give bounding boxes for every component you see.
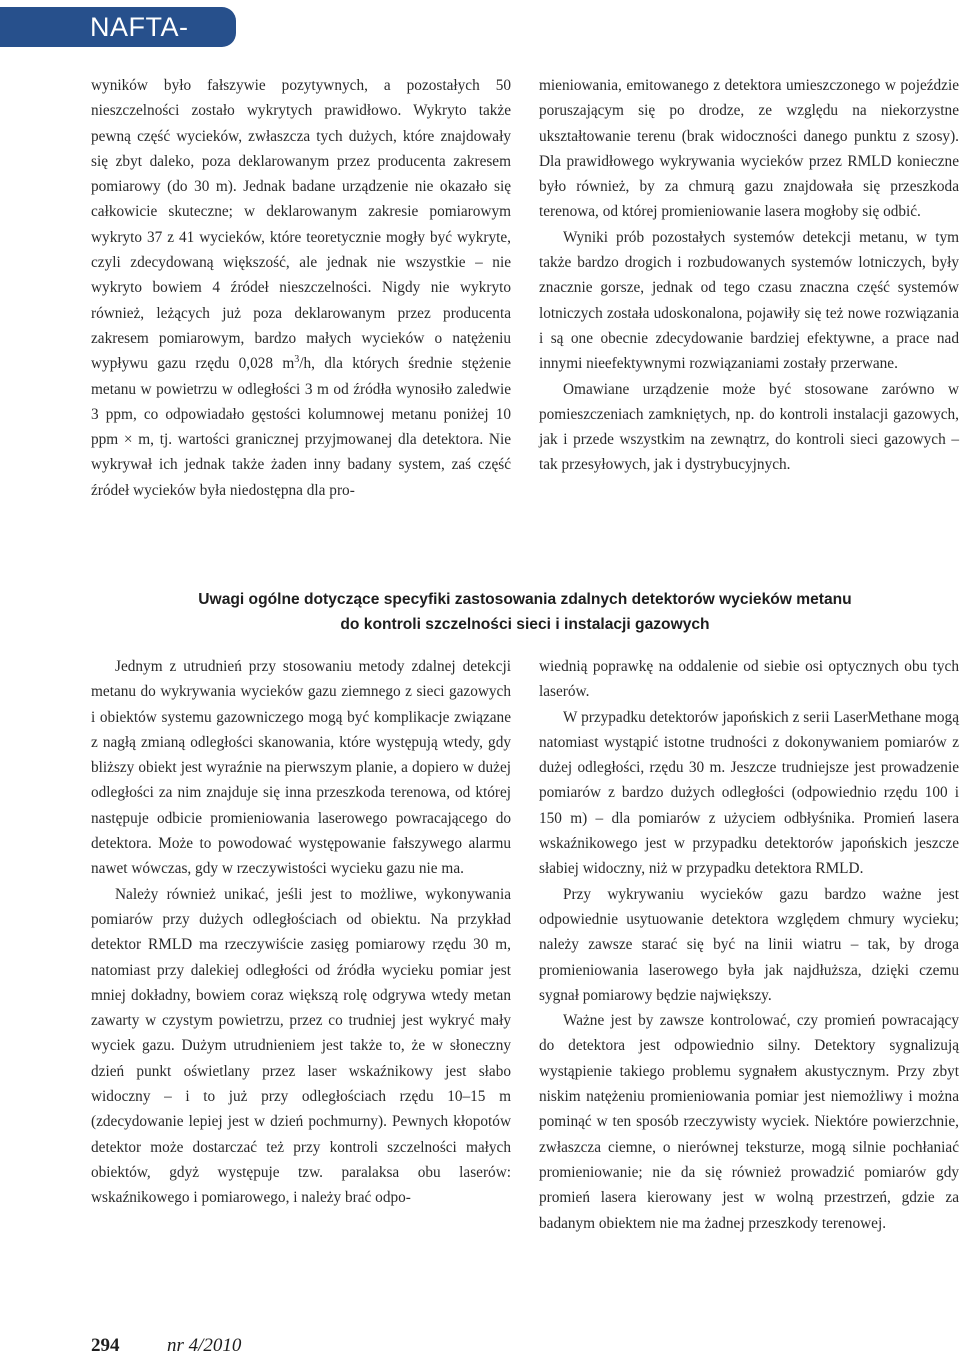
paragraph: Jednym z utrudnień przy stosowaniu metody zdalnej detekcji metanu do wykrywania wycieków gazu ziemnego z sieci gazowych i obiektów systemu gazowniczego mogą być komplikacje związane z nagłą zmianą odległości skanowania, które występują wtedy, gdy bliższy obiekt jest wyraźnie na pierwszym planie, a dopiero w dużej odległości za nim znajduje się inna przeszkoda terenowa, od której następuje odbicie promieniowania laserowego powracającego do detektora. Może to powodować występowanie fałszywego alarmu nawet wówczas, gdy w rzeczywistości wycieku gazu nie ma. xyxy=(91,658,511,878)
journal-title: NAFTA-GAZ xyxy=(90,12,189,82)
section-heading-line: Uwagi ogólne dotyczące specyfiki zastosowania zdalnych detektorów wycieków metanu xyxy=(198,591,852,608)
paragraph-text: wyników było fałszywie pozytywnych, a pozostałych 50 nieszczelności zostało wykrytych prawidłowo. Wykryto także pewną część wycieków, zwłaszcza tych dużych, które znajdowały się zbyt daleko, poza deklarowanym przez producenta zakresem pomiarowy (do 30 m). Jednak badane urządzenie nie okazało się całkowicie skuteczne; w deklarowanym zakresie pomiarowym wykryto 37 z 41 wycieków, które teoretycznie mogły być wykryte, czyli zdecydowaną większość, ale jednak nie wszystkie – nie wykryto bowiem 4 źródeł nieszczelności. Nigdy nie wykryto również, leżących już poza deklarowanym przez producenta zakresem pomiarowym, bardzo małych wycieków o natężeniu wypływu gazu rzędu 0,028 m xyxy=(91,77,511,373)
paragraph-text: /h, dla których średnie stężenie metanu w powietrzu w odległości 3 m od źródła wynosiło zaledwie 3 ppm, co odpowiadało gęstości kolumnowej metanu poniżej 10 ppm × m, tj. wartości granicznej przyjmowanej dla detektora. Nie wykrywał ich jednak także żaden inny badany system, zaś część źródeł wycieków była niedostępna dla pro- xyxy=(91,355,511,499)
text-column-bottom-right xyxy=(539,654,959,1236)
paragraph: Ważne jest by zawsze kontrolować, czy promień powracający do detektora jest odpowiednio silny. Detektory sygnalizują wystąpienie takiego problemu sygnałem akustycznym. Przy zbyt niskim natężeniu promieniowania pomiar jest niemożliwy i można pominąć w ten sposób rzeczywisty wyciek. Niektóre powierzchnie, zwłaszcza ciemne, o nierównej teksturze, mogą silnie pochłaniać promieniowanie; nie da się również prowadzić pomiarów gdy promień lasera kierowany jest w wolną przestrzeń, gdzie za badanym obiektem nie ma żadnej przeszkody terenowej. xyxy=(539,1012,959,1232)
page-number: 294 xyxy=(91,1335,120,1356)
paragraph: Przy wykrywaniu wycieków gazu bardzo ważne jest odpowiednie usytuowanie detektora względem chmury wycieku; należy zawsze starać się być na linii wiatru – tak, by droga promieniowania laserowego była jak najdłuższa, dzięki czemu sygnał pomiarowy będzie największy. xyxy=(539,885,959,1004)
issue-label: nr 4/2010 xyxy=(167,1335,242,1356)
section-heading-line: do kontroli szczelności sieci i instalacji gazowych xyxy=(340,616,710,633)
paragraph: Wyniki prób pozostałych systemów detekcji metanu, w tym także bardzo drogich i rozbudowanych systemów lotniczych, były znacznie gorsze, jednak od tego czasu znaczna część systemów lotniczych została udoskonalona, pojawiły się też nowe rozwiązania i są one obecnie zdecydowanie bardziej efektywne, a prace nad innymi nieefektywnymi rozwiązaniami zostały przerwane. xyxy=(539,228,959,373)
paragraph: wiednią poprawkę na oddalenie od siebie osi optycznych obu tych laserów. xyxy=(539,658,959,701)
section-heading xyxy=(91,587,959,637)
superscript: 3 xyxy=(294,354,300,366)
text-column-top-right xyxy=(539,73,959,478)
text-column-top-left xyxy=(91,73,511,503)
paragraph: Omawiane urządzenie może być stosowane zarówno w pomieszczeniach zamkniętych, np. do kontroli instalacji gazowych, jak i przede wszystkim na zewnątrz, do kontroli sieci gazowych – tak przesyłowych, jak i dystrybucyjnych. xyxy=(539,380,959,474)
paragraph: mieniowania, emitowanego z detektora umieszczonego w pojeździe poruszającym się po drodze, ze względu na niekorzystne ukształtowanie terenu (brak widoczności danego punktu z szosy). Dla prawidłowego wykrywania wycieków przez RMLD konieczne było również, by za chmurą gazu znajdowała się przeszkoda terenowa, od której promieniowanie lasera mogłoby się odbić. xyxy=(539,77,959,221)
journal-header-tab xyxy=(0,7,236,82)
paragraph: Należy również unikać, jeśli jest to możliwe, wykonywania pomiarów przy dużych odległościach od obiektu. Na przykład detektor RMLD ma rzeczywiście zasięg pomiarowy rzędu 30 m, natomiast przy dalekiej odległości od źródła wycieku pomiar jest mniej dokładny, bowiem coraz większą rolę odgrywa wtedy metan zawarty w czystym powietrzu, przez co trudniej jest wykryć mały wyciek gazu. Dużym utrudnieniem jest także to, że w słoneczny dzień punkt oświetlany przez laser wskaźnikowy jest słabo widoczny – i to już przy odległościach rzędu 10–15 m (zdecydowanie lepiej jest w dzień pochmurny). Pewnych kłopotów detektor może dostarczać też przy kontroli szczelności małych obiektów, gdyż występuje tzw. paralaksa obu laserów: wskaźnikowego i pomiarowego, i należy brać odpo- xyxy=(91,885,511,1207)
paragraph: W przypadku detektorów japońskich z serii LaserMethane mogą natomiast wystąpić istotne trudności z dokonywaniem pomiarów z dużej odległości, rzędu 30 m. Jeszcze trudniejsze jest prowadzenie pomiarów z bardzo dużych odległości (odpowiednio rzędu 100 i 150 m) – dla pomiarów z użyciem odbłyśnika. Promień lasera wskaźnikowego jest w przypadku detektorów japońskich jeszcze słabiej widoczny, niż w przypadku detektora RMLD. xyxy=(539,708,959,878)
text-column-bottom-left xyxy=(91,654,511,1211)
paragraph xyxy=(91,73,511,503)
